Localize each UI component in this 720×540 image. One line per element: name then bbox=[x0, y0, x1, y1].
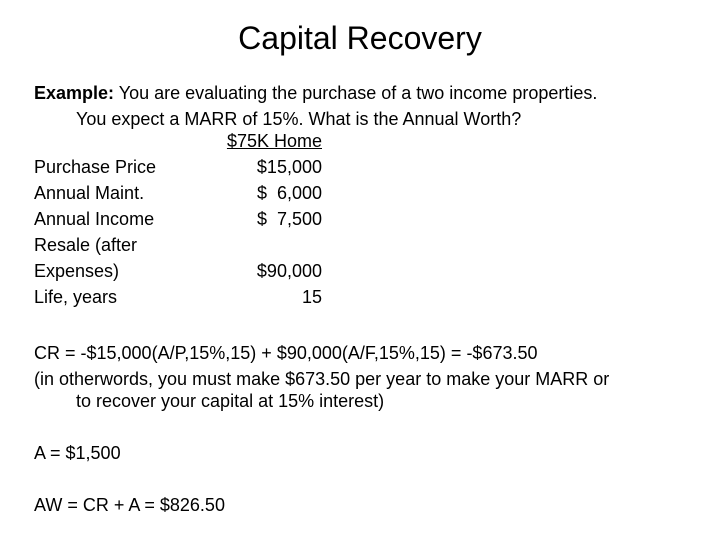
row-label: Resale (after bbox=[34, 235, 138, 255]
table-row bbox=[34, 258, 334, 284]
a-equation: A = $1,500 bbox=[34, 443, 121, 463]
row-label: Annual Income bbox=[34, 209, 155, 229]
column-header: $75K Home bbox=[226, 131, 322, 151]
intro-line-2: You expect a MARR of 15%. What is the Annual Worth? bbox=[76, 109, 522, 129]
table-header-row bbox=[34, 128, 334, 154]
row-label: Life, years bbox=[34, 287, 118, 307]
row-value: $90,000 bbox=[256, 261, 322, 281]
cr-equation: CR = -$15,000(A/P,15%,15) + $90,000(A/F,15%,15) = -$673.50 bbox=[34, 343, 538, 363]
table-row bbox=[34, 232, 334, 258]
property-table bbox=[34, 128, 334, 310]
table-row bbox=[34, 284, 334, 310]
aw-equation: AW = CR + A = $826.50 bbox=[34, 495, 225, 515]
table-row bbox=[34, 206, 334, 232]
slide-title: Capital Recovery bbox=[238, 20, 482, 56]
row-value: $15,000 bbox=[256, 157, 322, 177]
explanation-line-1: (in otherwords, you must make $673.50 per year to make your MARR or bbox=[34, 369, 610, 389]
example-lead: Example: bbox=[34, 83, 115, 103]
example-intro bbox=[34, 80, 597, 132]
intro-line-1-text: You are evaluating the purchase of a two income properties. bbox=[114, 83, 598, 103]
row-value: 15 bbox=[301, 287, 322, 307]
row-value: $ 6,000 bbox=[256, 183, 322, 203]
explanation-line-2: to recover your capital at 15% interest) bbox=[76, 391, 385, 411]
row-label: Annual Maint. bbox=[34, 183, 145, 203]
row-label: Purchase Price bbox=[34, 157, 157, 177]
intro-line-1 bbox=[34, 80, 597, 106]
table-row bbox=[34, 154, 334, 180]
row-value: $ 7,500 bbox=[256, 209, 322, 229]
row-label: Expenses) bbox=[34, 261, 120, 281]
table-row bbox=[34, 180, 334, 206]
